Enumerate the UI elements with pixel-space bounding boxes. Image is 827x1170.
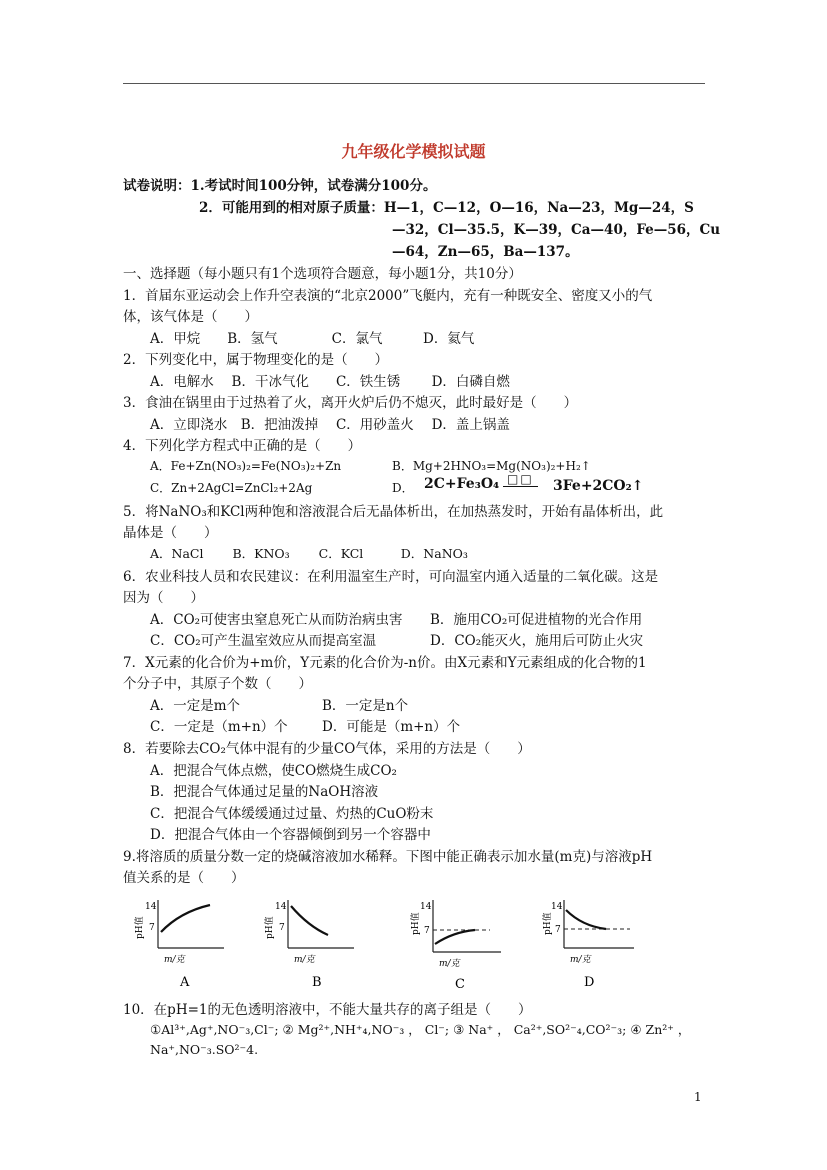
q5-options: A．NaCl B．KNO₃ C．KCl D．NaNO₃ <box>150 546 468 561</box>
q8-option-d: D．把混合气体由一个容器倾倒到另一个容器中 <box>150 827 431 843</box>
note-3: —32，Cl—35.5，K—39，Ca—40，Fe—56，Cu <box>392 222 721 238</box>
q5-line2: 晶体是（ ） <box>123 525 218 541</box>
q10-line1: 10．在pH=1的无色透明溶液中，不能大量共存的离子组是（ ） <box>123 1002 532 1018</box>
ph-graph-a-ylabel: pH值 <box>135 916 145 939</box>
section-heading: 一、选择题（每小题只有1个选项符合题意，每小题1分，共10分） <box>123 266 522 282</box>
ph-graph-a <box>128 892 228 992</box>
ph-graph-c-xlabel: m/克 <box>439 959 460 969</box>
q6-option-c: C．CO₂可产生温室效应从而提高室温 <box>150 633 377 649</box>
q4-option-d-products: 3Fe+2CO₂↑ <box>553 478 644 494</box>
q2-options: A．电解水 B．干冰气化 C．铁生锈 D．白磷自燃 <box>150 374 510 390</box>
ph-graph-d-label: D <box>584 975 595 990</box>
q7-option-a: A．一定是m个 <box>150 698 241 714</box>
ph-graph-a-curve <box>161 905 210 932</box>
q3-line1: 3．食油在锅里由于过热着了火，离开火炉后仍不熄灭，此时最好是（ ） <box>123 395 578 411</box>
ph-graph-a-tick-14: 14 <box>145 902 157 912</box>
q7-option-d: D．可能是（m+n）个 <box>322 719 461 735</box>
q9-line1: 9.将溶质的质量分数一定的烧碱溶液加水稀释。下图中能正确表示加水量(m克)与溶液pH <box>123 849 653 865</box>
q8-option-c: C．把混合气体缓缓通过过量、灼热的CuO粉末 <box>150 806 434 822</box>
ph-graph-c-tick-14: 14 <box>420 902 432 912</box>
q9-line2: 值关系的是（ ） <box>123 870 245 886</box>
ph-graph-b-tick-14: 14 <box>275 902 287 912</box>
ph-graph-b-xlabel: m/克 <box>294 955 315 965</box>
note-4: —64，Zn—65，Ba—137。 <box>392 244 579 260</box>
ph-graph-c-ylabel: pH值 <box>411 912 421 935</box>
q4-line1: 4．下列化学方程式中正确的是（ ） <box>123 438 362 454</box>
q6-option-a: A．CO₂可使害虫窒息死亡从而防治病虫害 <box>150 612 403 628</box>
q4-option-c: C．Zn+2AgCl=ZnCl₂+2Ag <box>150 481 313 495</box>
ph-graph-d-ylabel: pH值 <box>543 912 553 935</box>
q10-line2: ①Al³⁺,Ag⁺,NO⁻₃,Cl⁻; ② Mg²⁺,NH⁺₄,NO⁻₃ ， Cl⁻; ③ Na⁺ ， Ca²⁺,SO²⁻₄,CO²⁻₃; ④ Zn²⁺ ， <box>150 1022 691 1037</box>
q10-line3: Na⁺,NO⁻₃.SO²⁻4. <box>150 1042 259 1057</box>
q4-option-d-reactants: 2C+Fe₃O₄ <box>424 476 500 492</box>
page-number: 1 <box>694 1090 702 1104</box>
ph-graph-c-label: C <box>455 977 465 992</box>
q3-options: A．立即浇水 B．把油泼掉 C．用砂盖火 D．盖上锅盖 <box>150 417 510 433</box>
q1-line1: 1．首届东亚运动会上作升空表演的“北京2000”飞艇内，充有一种既安全、密度又小的气 <box>123 288 653 304</box>
q7-line1: 7．X元素的化合价为+m价，Y元素的化合价为-n价。由X元素和Y元素组成的化合物的1 <box>123 655 647 671</box>
ph-graph-b-ylabel: pH值 <box>265 916 275 939</box>
q8-option-b: B．把混合气体通过足量的NaOH溶液 <box>150 784 379 800</box>
q4-option-b: B．Mg+2HNO₃=Mg(NO₃)₂+H₂↑ <box>392 459 591 473</box>
ph-graph-d-curve <box>566 910 606 929</box>
q5-line1: 5．将NaNO₃和KCl两种饱和溶液混合后无晶体析出，在加热蒸发时，开始有晶体析出，此 <box>123 504 664 520</box>
q1-line2: 体，该气体是（ ） <box>123 309 258 325</box>
q2-line1: 2．下列变化中，属于物理变化的是（ ） <box>123 352 389 368</box>
ph-graph-d-tick-14: 14 <box>551 902 563 912</box>
ph-graph-d <box>538 892 638 992</box>
q1-options: A．甲烷 B．氢气 C．氯气 D．氦气 <box>150 331 475 347</box>
q4-option-a: A．Fe+Zn(NO₃)₂=Fe(NO₃)₂+Zn <box>150 459 342 473</box>
q6-option-b: B．施用CO₂可促进植物的光合作用 <box>430 612 643 628</box>
q4-option-d-label: D． <box>392 481 414 495</box>
ph-graph-d-tick-7: 7 <box>555 925 561 935</box>
q8-line1: 8．若要除去CO₂气体中混有的少量CO气体，采用的方法是（ ） <box>123 741 531 757</box>
q7-option-b: B．一定是n个 <box>322 698 409 714</box>
ph-graph-a-tick-7: 7 <box>149 923 155 933</box>
q7-line2: 个分子中，其原子个数（ ） <box>123 676 312 692</box>
ph-graph-c-curve <box>435 930 475 944</box>
q6-option-d: D．CO₂能灭火，施用后可防止火灾 <box>430 633 644 649</box>
q6-line2: 因为（ ） <box>123 590 204 606</box>
ph-graph-b <box>258 892 358 992</box>
q6-line1: 6．农业科技人员和农民建议：在利用温室生产时，可向温室内通入适量的二氧化碳。这是 <box>123 569 659 585</box>
q8-option-a: A．把混合气体点燃，使CO燃烧生成CO₂ <box>150 763 397 779</box>
q7-option-c: C．一定是（m+n）个 <box>150 719 288 735</box>
note-1: 试卷说明：1.考试时间100分钟，试卷满分100分。 <box>123 178 437 194</box>
ph-graph-b-curve <box>291 906 328 935</box>
ph-graph-b-tick-7: 7 <box>279 923 285 933</box>
ph-graph-d-xlabel: m/克 <box>570 955 591 965</box>
note-2: 2．可能用到的相对原子质量：H—1，C—12，O—16，Na—23，Mg—24，S <box>199 200 694 216</box>
ph-graph-c <box>405 892 505 992</box>
ph-graph-a-label: A <box>180 975 190 990</box>
ph-graph-b-label: B <box>312 975 322 990</box>
page-title: 九年级化学模拟试题 <box>341 142 486 161</box>
ph-graph-a-xlabel: m/克 <box>164 955 185 965</box>
ph-graph-c-tick-7: 7 <box>424 926 430 936</box>
q4-option-d-condition: □□ <box>503 472 538 487</box>
header-rule <box>123 83 705 84</box>
